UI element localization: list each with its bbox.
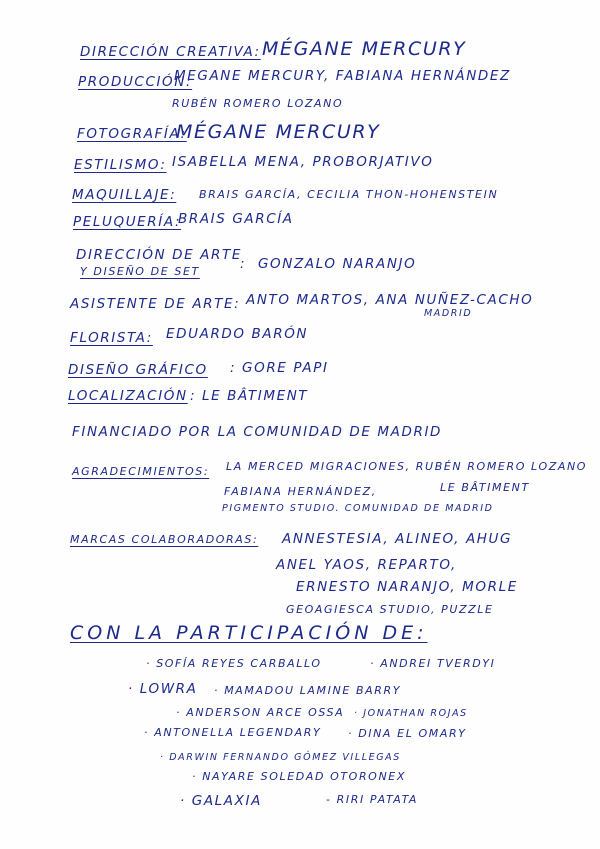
participant-5: · ANDERSON ARCE OSSA bbox=[176, 706, 345, 719]
value-estilismo: ISABELLA MENA, PROBORJATIVO bbox=[172, 154, 434, 170]
participacion-title: CON LA PARTICIPACIÓN DE: bbox=[70, 622, 428, 644]
value-asistente-arte-2: MADRID bbox=[424, 308, 473, 319]
value-localizacion: : LE BÂTIMENT bbox=[190, 388, 309, 404]
marcas-line-3: ERNESTO NARANJO, MORLE bbox=[296, 579, 518, 595]
label-diseno-grafico: DISEÑO GRÁFICO bbox=[68, 362, 208, 378]
label-florista: FLORISTA: bbox=[70, 330, 153, 346]
agradecimientos-line-2: FABIANA HERNÁNDEZ, bbox=[224, 485, 377, 498]
label-estilismo: ESTILISMO: bbox=[74, 157, 167, 173]
label-direccion-arte-2: Y DISEÑO DE SET bbox=[80, 265, 200, 278]
value-asistente-arte: ANTO MARTOS, ANA NUÑEZ-CACHO bbox=[246, 292, 534, 308]
value-produccion-1: MEGANE MERCURY, FABIANA HERNÁNDEZ bbox=[174, 68, 511, 84]
agradecimientos-line-1: LA MERCED MIGRACIONES, RUBÉN ROMERO LOZANO bbox=[226, 460, 588, 473]
participant-6: · JONATHAN ROJAS bbox=[354, 708, 468, 719]
participant-3: · LOWRA bbox=[128, 681, 198, 697]
label-direccion-arte-colon: : bbox=[240, 256, 247, 272]
value-direccion-arte: GONZALO NARANJO bbox=[258, 256, 417, 272]
participant-1: · SOFÍA REYES CARBALLO bbox=[146, 657, 322, 670]
label-localizacion: LOCALIZACIÓN bbox=[68, 388, 188, 404]
marcas-line-4: GEOAGIESCA STUDIO, PUZZLE bbox=[286, 603, 494, 616]
participant-12: - RIRI PATATA bbox=[326, 793, 419, 806]
agradecimientos-line-3: PIGMENTO STUDIO. COMUNIDAD DE MADRID bbox=[222, 503, 494, 514]
participant-7: · ANTONELLA LEGENDARY bbox=[144, 726, 322, 739]
label-direccion-creativa: DIRECCIÓN CREATIVA: bbox=[80, 44, 261, 60]
label-marcas: MARCAS COLABORADORAS: bbox=[70, 533, 259, 546]
label-asistente-arte: ASISTENTE DE ARTE: bbox=[70, 296, 241, 312]
label-produccion: PRODUCCIÓN: bbox=[78, 74, 193, 90]
label-maquillaje: MAQUILLAJE: bbox=[72, 187, 177, 203]
financiado-text: FINANCIADO POR LA COMUNIDAD DE MADRID bbox=[72, 424, 443, 440]
value-florista: EDUARDO BARÓN bbox=[166, 326, 309, 342]
marcas-line-2: ANEL YAOS, REPARTO, bbox=[276, 557, 457, 573]
value-produccion-2: RUBÉN ROMERO LOZANO bbox=[172, 97, 344, 110]
label-fotografia: FOTOGRAFÍA: bbox=[77, 126, 187, 142]
participant-10: · NAYARE SOLEDAD OTORONEX bbox=[192, 770, 406, 783]
participant-11: · GALAXIA bbox=[180, 793, 262, 809]
participant-8: · DINA EL OMARY bbox=[348, 727, 467, 740]
value-direccion-creativa: MÉGANE MERCURY bbox=[262, 38, 467, 60]
label-peluqueria: PELUQUERÍA: bbox=[73, 214, 182, 230]
participant-4: · MAMADOU LAMINE BARRY bbox=[214, 684, 402, 697]
agradecimientos-line-2b: LE BÂTIMENT bbox=[440, 481, 530, 494]
value-fotografia: MÉGANE MERCURY bbox=[176, 121, 381, 143]
value-peluqueria: BRAIS GARCÍA bbox=[178, 211, 294, 227]
label-agradecimientos: AGRADECIMIENTOS: bbox=[72, 465, 210, 478]
participant-9: · DARWIN FERNANDO GÓMEZ VILLEGAS bbox=[160, 752, 401, 763]
label-direccion-arte-1: DIRECCIÓN DE ARTE bbox=[76, 247, 242, 263]
marcas-line-1: ANNESTESIA, ALINEO, AHUG bbox=[282, 531, 513, 547]
participant-2: · ANDREI TVERDYI bbox=[370, 657, 496, 670]
value-maquillaje: BRAIS GARCÍA, CECILIA THON-HOHENSTEIN bbox=[199, 188, 499, 201]
value-diseno-grafico: : GORE PAPI bbox=[230, 360, 329, 376]
